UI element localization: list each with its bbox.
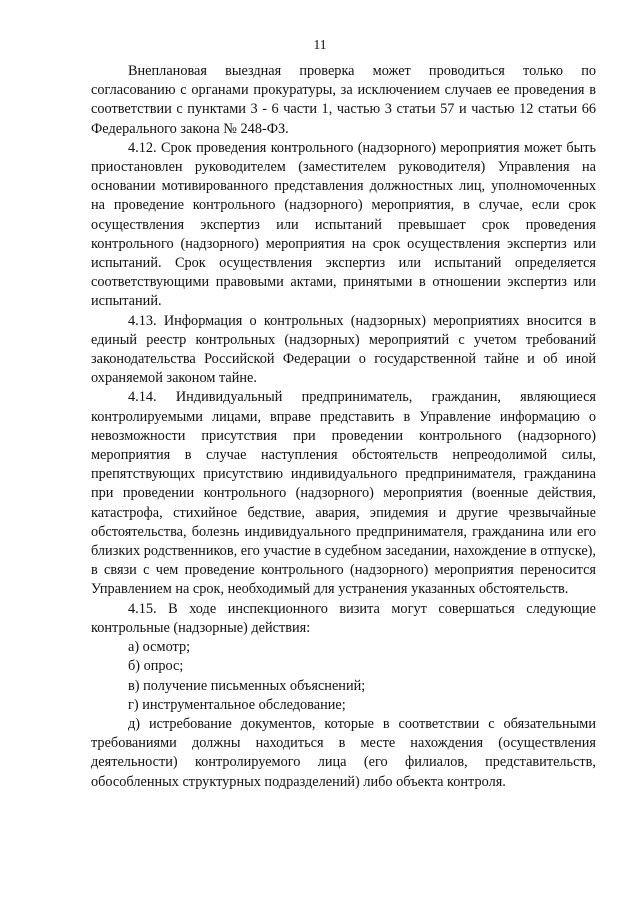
paragraph-document-request: д) истребование документов, которые в соответствии с обязательными требованиями должны находиться в месте нахождения (осуществления деятельности) контролируемого лица (его филиалов, представительств, обособленных структурных подразделений) либо объекта контроля. [91, 715, 596, 790]
page-number: 11 [313, 37, 327, 52]
paragraph-4-14: 4.14. Индивидуальный предприниматель, гражданин, являющиеся контролируемыми лицами, вправе представить в Управление информацию о невозможности присутствия при проведении контрольного (надзорного) мероприятия в случае наступления обстоятельств непреодолимой силы, препятствующих присутствию индивидуального предпринимателя, гражданина при проведении контрольного (надзорного) мероприятия (военные действия, катастрофа, стихийное бедствие, авария, эпидемия и другие чрезвычайные обстоятельства, болезнь индивидуального предпринимателя, гражданина или его близких родственников, его участие в судебном заседании, нахождение в отпуске), в связи с чем проведение контрольного (надзорного) мероприятия переносится Управлением на срок, необходимый для устранения указанных обстоятельств. [91, 389, 596, 598]
paragraph-unscheduled-inspection: Внеплановая выездная проверка может проводиться только по согласованию с органами прокуратуры, за исключением случаев ее проведения в соответствии с пунктами 3 - 6 части 1, частью 3 статьи 57 и частью 12 статьи 66 Федерального закона № 248-ФЗ. [91, 63, 596, 137]
paragraph-4-12: 4.12. Срок проведения контрольного (надзорного) мероприятия может быть приостановлен руководителем (заместителем руководителя) Управления на основании мотивированного представления должностных лиц, уполномоченных на проведение контрольного (надзорного) мероприятия, в случае, если срок осуществления экспертиз или испытаний превышает срок проведения контрольного (надзорного) мероприятия на срок осуществления экспертиз или испытаний. Срок осуществления экспертиз или испытаний определяется соответствующими правовыми актами, принятыми в отношении экспертиз или испытаний. [91, 139, 596, 310]
list-item-survey: б) опрос; [128, 658, 184, 675]
paragraph-4-13: 4.13. Информация о контрольных (надзорных) мероприятиях вносится в единый реестр контрольных (надзорных) мероприятий с учетом требований законодательства Российской Федерации о государственной тайне и об иной охраняемой законом тайне. [91, 312, 596, 387]
paragraph-4-15: 4.15. В ходе инспекционного визита могут совершаться следующие контрольные (надзорные) действия: [91, 600, 596, 636]
list-item-inspection: а) осмотр; [128, 639, 191, 656]
list-item-written-explanations: в) получение письменных объяснений; [128, 677, 366, 694]
document-body [91, 62, 596, 792]
list-item-instrumental-examination: г) инструментальное обследование; [128, 696, 346, 713]
